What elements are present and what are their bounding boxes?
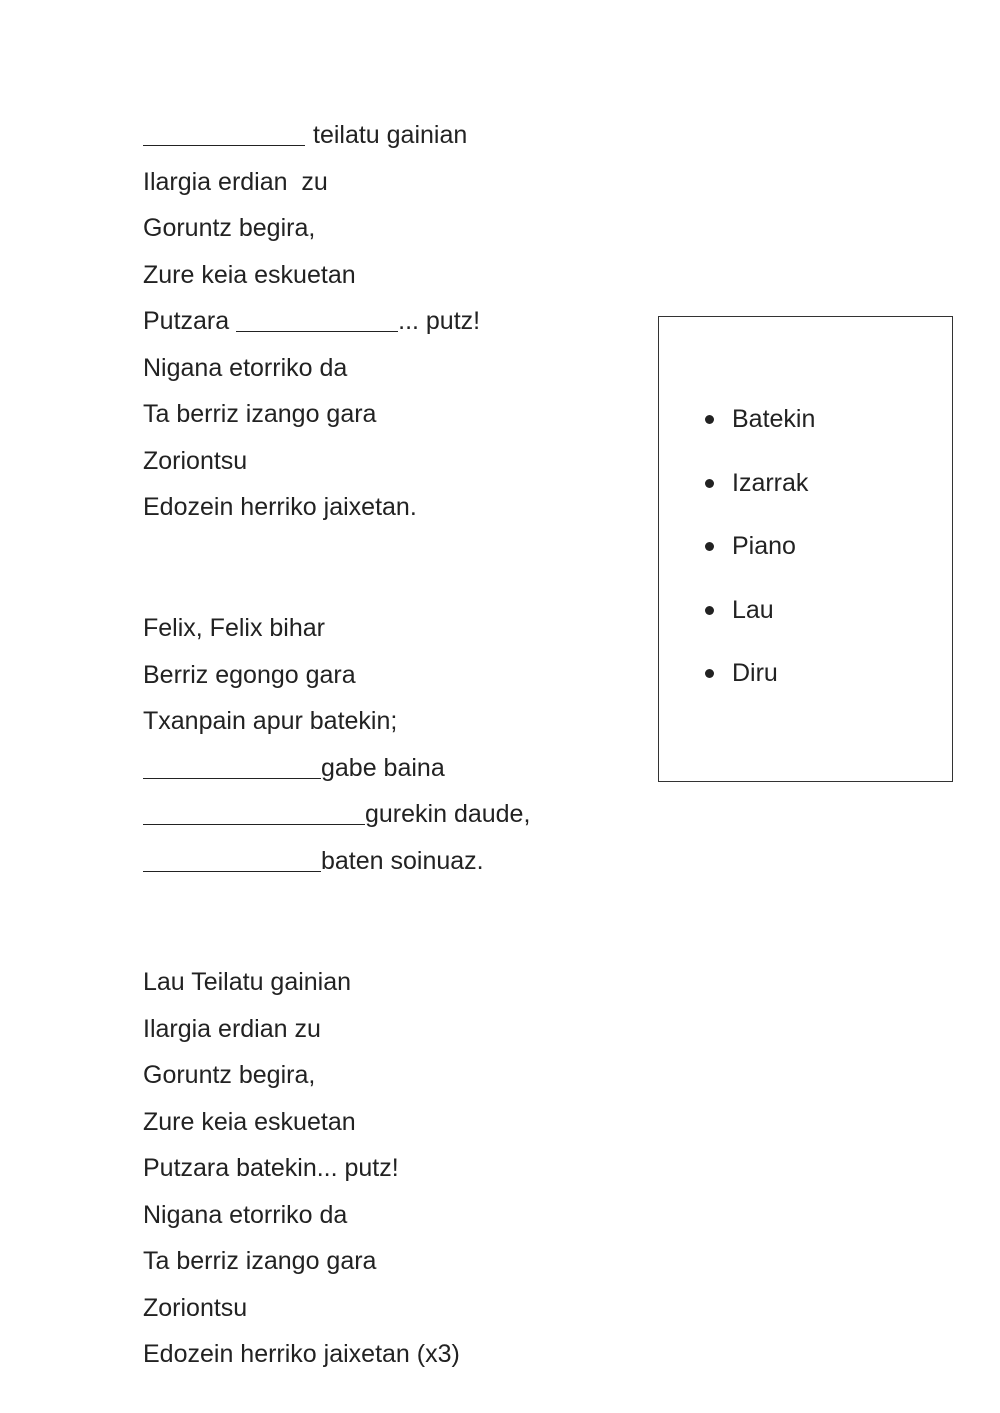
lyric-line: Goruntz begira, xyxy=(143,1061,316,1089)
bullet-icon xyxy=(705,415,714,424)
lyric-text: gabe baina xyxy=(321,753,445,782)
fill-blank[interactable] xyxy=(143,752,321,779)
bullet-icon xyxy=(705,606,714,615)
bullet-icon xyxy=(705,669,714,678)
lyric-line: Zoriontsu xyxy=(143,446,248,475)
bullet-icon xyxy=(705,542,714,551)
lyric-line: Ta berriz izango gara xyxy=(143,1247,377,1275)
stanza-3 xyxy=(143,962,460,1381)
lyric-line: Ilargia erdian zu xyxy=(143,167,328,196)
word-bank-item: Izarrak xyxy=(701,465,815,529)
lyric-line: Txanpain apur batekin; xyxy=(143,707,398,735)
lyric-text: teilatu gainian xyxy=(313,121,468,149)
lyric-text: Putzara xyxy=(143,307,230,335)
lyric-line: Nigana etorriko da xyxy=(143,1200,348,1229)
stanza-1 xyxy=(143,115,480,534)
fill-blank[interactable] xyxy=(143,845,321,872)
lyric-line: Ta berriz izango gara xyxy=(143,400,377,428)
lyric-line: Felix, Felix bihar xyxy=(143,614,325,642)
word-bank-item: Lau xyxy=(701,592,815,656)
lyric-line xyxy=(143,301,480,348)
lyric-line: Zure keia eskuetan xyxy=(143,1107,356,1136)
lyric-text: ... putz! xyxy=(398,307,481,335)
word-bank-item: Batekin xyxy=(701,401,815,465)
lyric-line: Edozein herriko jaixetan (x3) xyxy=(143,1340,460,1368)
word-bank-list xyxy=(701,401,815,719)
word-bank-item: Piano xyxy=(701,528,815,592)
bullet-icon xyxy=(705,479,714,488)
lyric-line xyxy=(143,748,530,795)
lyric-line xyxy=(143,794,530,841)
lyric-line: Lau Teilatu gainian xyxy=(143,968,352,996)
lyric-line xyxy=(143,115,480,162)
lyric-line: Berriz egongo gara xyxy=(143,660,356,689)
lyric-text: baten soinuaz. xyxy=(321,846,484,875)
stanza-2 xyxy=(143,608,530,887)
lyric-line: Edozein herriko jaixetan. xyxy=(143,493,417,521)
lyric-line: Zure keia eskuetan xyxy=(143,260,356,289)
fill-blank[interactable] xyxy=(143,798,365,825)
lyric-line: Nigana etorriko da xyxy=(143,353,348,382)
word-bank-box xyxy=(658,316,953,782)
fill-blank[interactable] xyxy=(143,119,305,146)
fill-blank[interactable] xyxy=(236,305,398,332)
lyric-line xyxy=(143,841,530,888)
lyric-line: Putzara batekin... putz! xyxy=(143,1154,399,1182)
lyric-line: Goruntz begira, xyxy=(143,214,316,242)
lyric-line: Ilargia erdian zu xyxy=(143,1014,321,1043)
lyric-text: gurekin daude, xyxy=(365,800,531,828)
lyric-line: Zoriontsu xyxy=(143,1293,248,1322)
word-bank-item: Diru xyxy=(701,655,815,719)
